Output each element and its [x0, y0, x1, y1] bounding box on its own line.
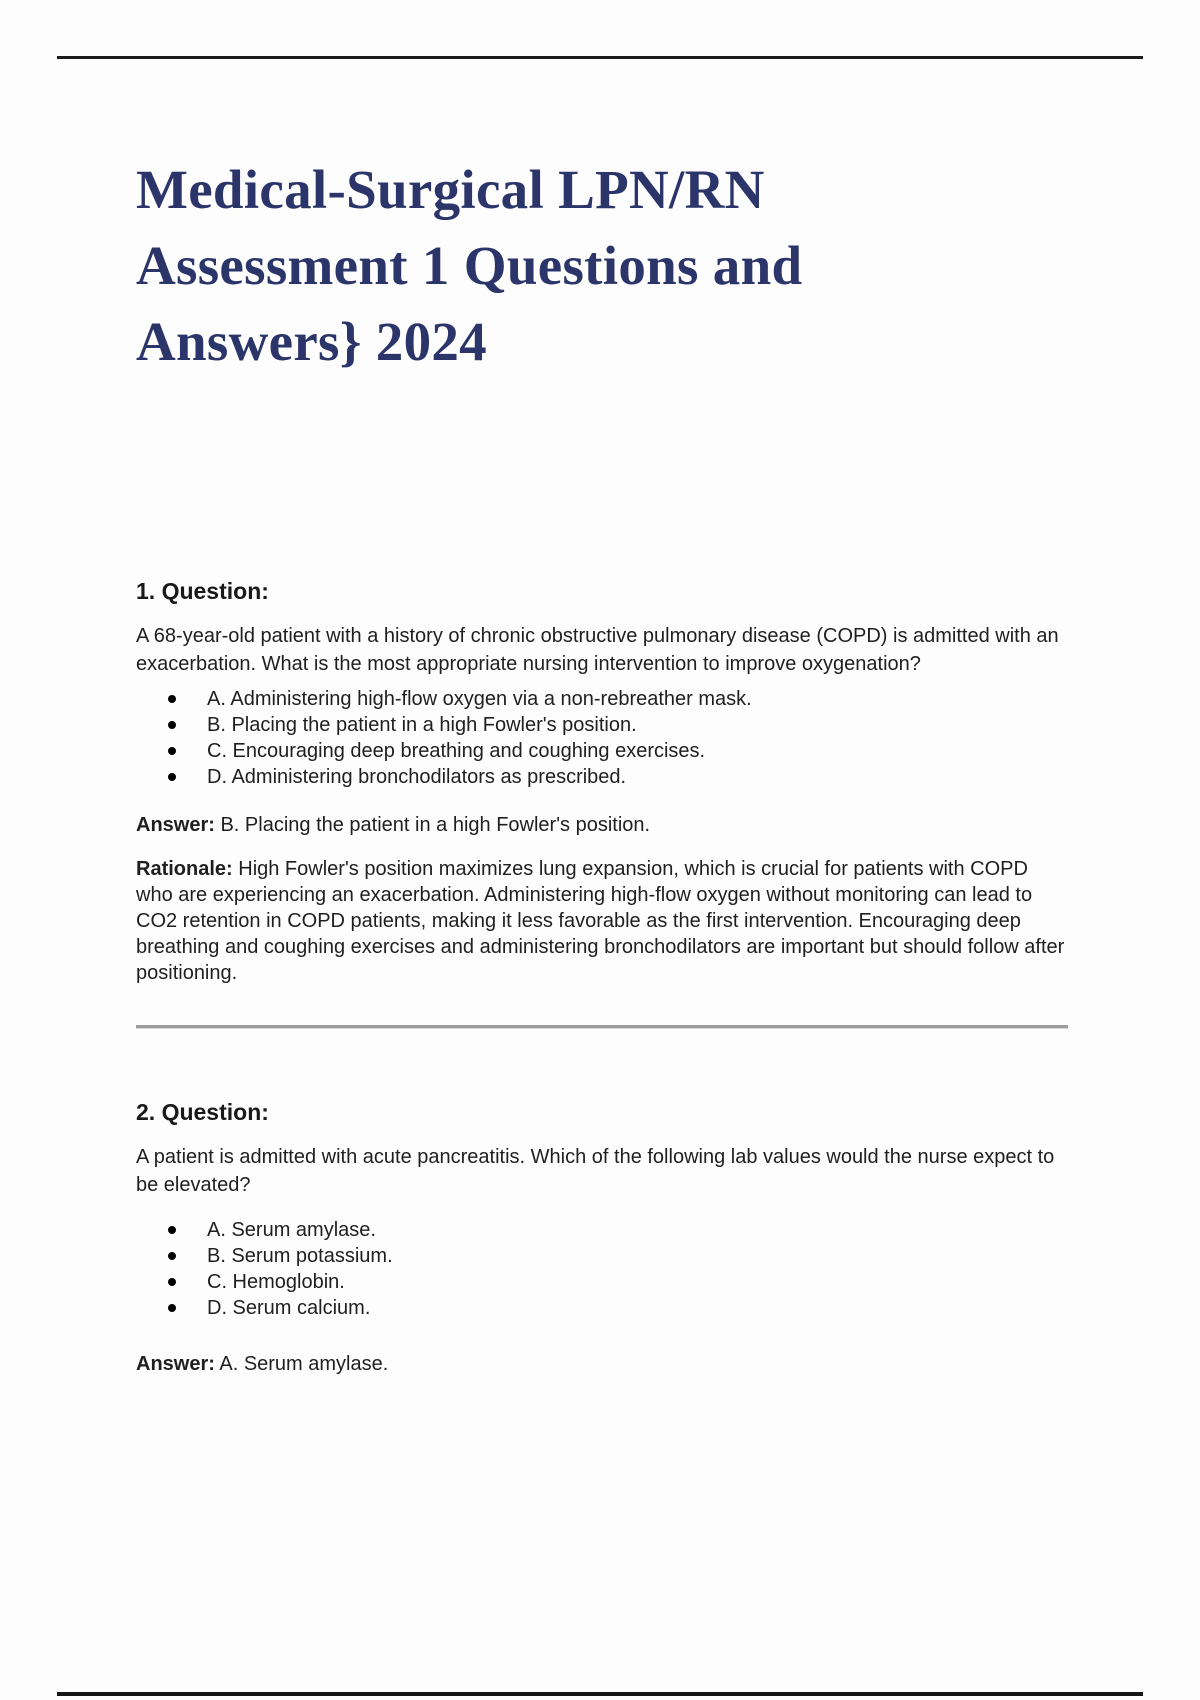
- document-title-line-2: Assessment 1 Questions and: [136, 235, 803, 296]
- section-divider-rule: [136, 1025, 1068, 1029]
- question-1-options-list: [136, 686, 1068, 790]
- document-title: [136, 152, 1068, 380]
- answer-label: Answer:: [136, 1353, 215, 1375]
- question-2-options-list: [136, 1217, 1068, 1321]
- question-1-heading: 1. Question:: [136, 578, 269, 604]
- question-1-option-a: A. Administering high-flow oxygen via a non-rebreather mask.: [136, 686, 1068, 712]
- question-2-option-d: D. Serum calcium.: [136, 1295, 1068, 1321]
- question-2-option-b: B. Serum potassium.: [136, 1243, 1068, 1269]
- question-1-option-d: D. Administering bronchodilators as prescribed.: [136, 764, 1068, 790]
- answer-text: A. Serum amylase.: [214, 1353, 389, 1375]
- question-2-answer-line: [136, 1351, 1068, 1377]
- answer-label: Answer:: [136, 814, 215, 836]
- rationale-text: High Fowler's position maximizes lung expansion, which is crucial for patients with COPD who are experiencing an exacerbation. Administering high-flow oxygen without monitoring can lead to CO2 retention in COPD patients, making it less favorable as the first intervention. Encouraging deep breathing and coughing exercises and administering bronchodilators are important but should follow after positioning.: [136, 858, 1065, 984]
- question-1-rationale: [136, 856, 1068, 986]
- document-content: [136, 0, 1068, 1377]
- question-2-option-a: A. Serum amylase.: [136, 1217, 1068, 1243]
- question-2-option-c: C. Hemoglobin.: [136, 1269, 1068, 1295]
- question-1-option-c: C. Encouraging deep breathing and coughing exercises.: [136, 738, 1068, 764]
- document-title-line-1: Medical-Surgical LPN/RN: [136, 159, 765, 220]
- answer-text: B. Placing the patient in a high Fowler's position.: [214, 814, 651, 836]
- question-section-2: [136, 1098, 1068, 1377]
- question-1-answer-line: [136, 812, 1068, 838]
- question-2-prompt: A patient is admitted with acute pancreatitis. Which of the following lab values would the nurse expect to be elevated?: [136, 1146, 1055, 1196]
- question-1-option-b: B. Placing the patient in a high Fowler's position.: [136, 712, 1068, 738]
- question-1-prompt: A 68-year-old patient with a history of chronic obstructive pulmonary disease (COPD) is admitted with an exacerbation. What is the most appropriate nursing intervention to improve oxygenation?: [136, 625, 1059, 675]
- document-title-line-3: Answers} 2024: [136, 311, 487, 372]
- question-2-heading: 2. Question:: [136, 1099, 269, 1125]
- question-section-1: [136, 577, 1068, 986]
- bottom-border-rule: [57, 1692, 1143, 1696]
- rationale-label: Rationale:: [136, 858, 233, 880]
